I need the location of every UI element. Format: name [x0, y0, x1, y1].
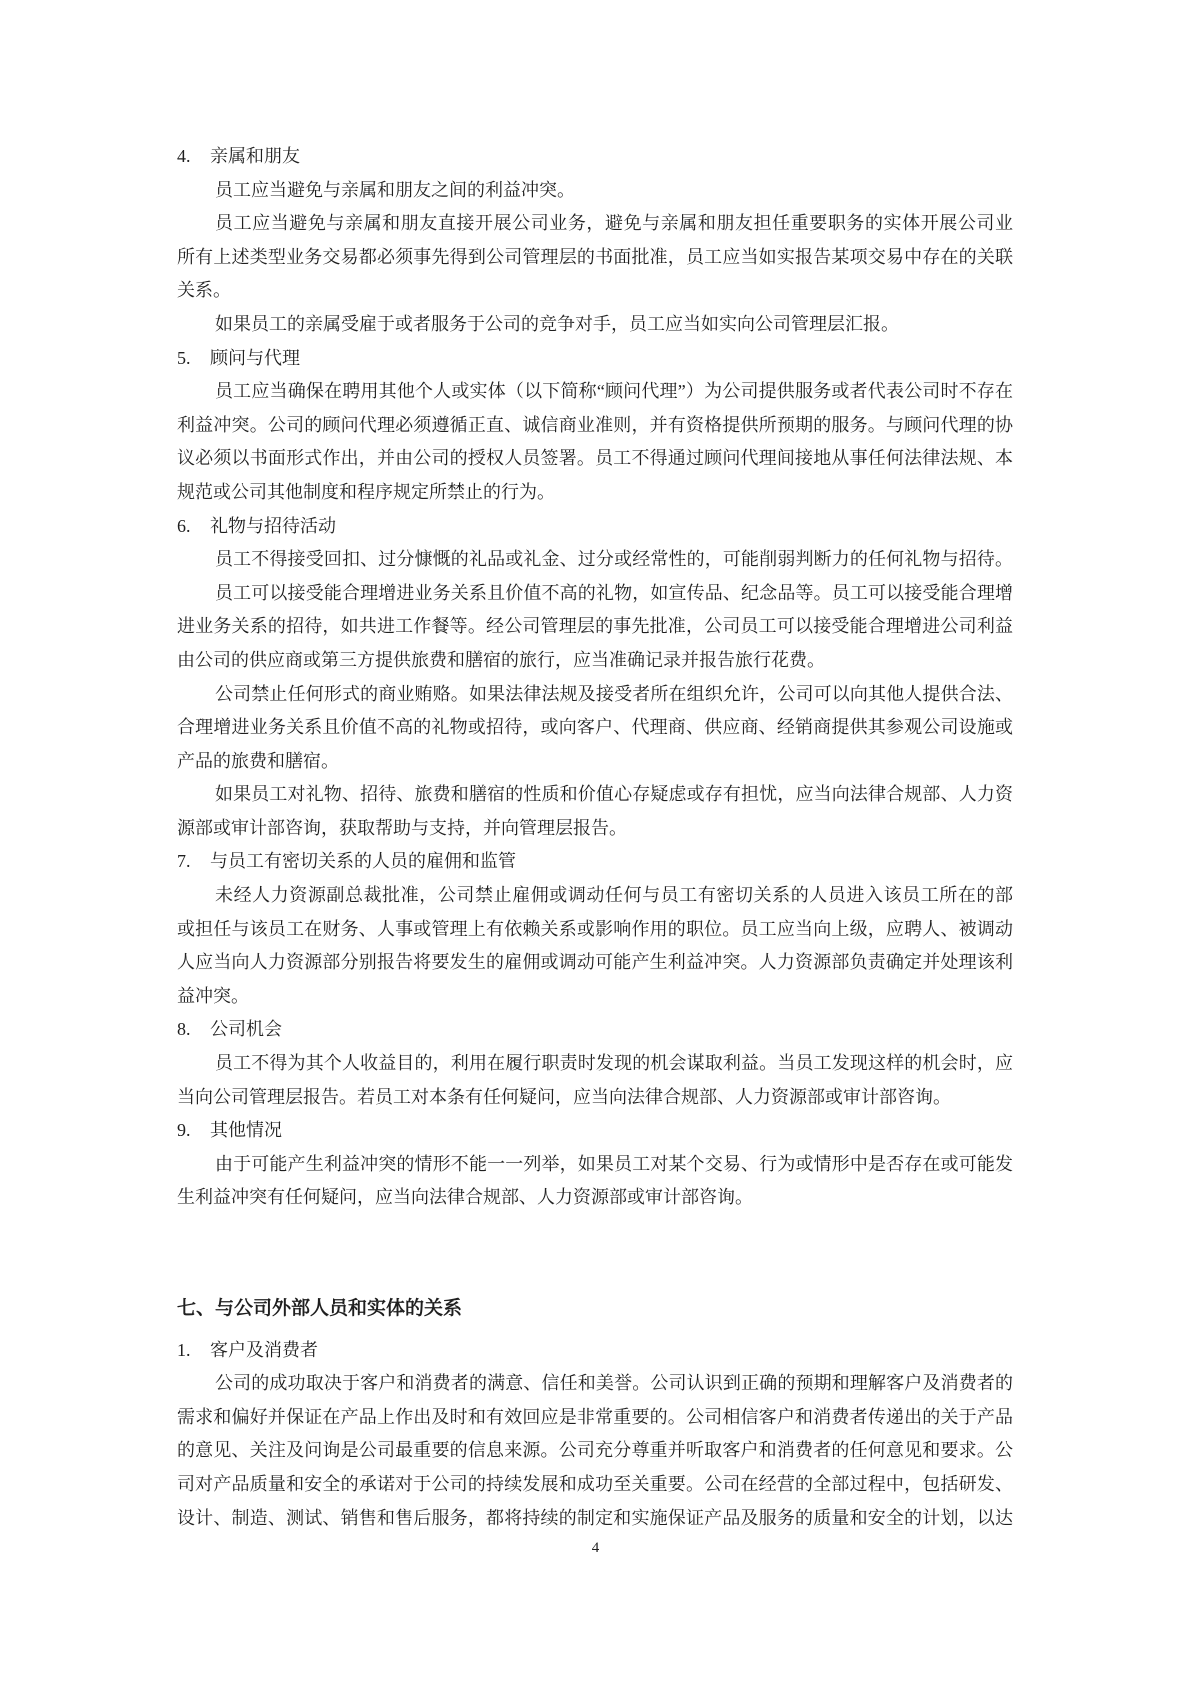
text-line: 产品的旅费和膳宿。 [177, 750, 339, 771]
list-item-heading [177, 510, 1013, 544]
text-line: 如果员工的亲属受雇于或者服务于公司的竞争对手，员工应当如实向公司管理层汇报。 [215, 313, 899, 334]
item-number: 1. [177, 1339, 191, 1360]
text-line: 议必须以书面形式作出，并由公司的授权人员签署。员工不得通过顾问代理间接地从事任何法律法规、本 [177, 448, 1013, 469]
text-line: 未经人力资源副总裁批准，公司禁止雇佣或调动任何与员工有密切关系的人员进入该员工所在的部 [215, 885, 1013, 906]
text-line: 公司的成功取决于客户和消费者的满意、信任和美誉。公司认识到正确的预期和理解客户及消费者的 [215, 1373, 1013, 1394]
text-line: 设计、制造、测试、销售和售后服务，都将持续的制定和实施保证产品及服务的质量和安全的计划，以达 [177, 1507, 1013, 1528]
list-item-heading [177, 1013, 1013, 1047]
list-item-heading [177, 845, 1013, 879]
item-title: 其他情况 [210, 1120, 282, 1141]
text-line: 当向公司管理层报告。若员工对本条有任何疑问，应当向法律合规部、人力资源部或审计部咨询。 [177, 1086, 951, 1107]
item-title: 顾问与代理 [210, 347, 300, 368]
text-line: 益冲突。 [177, 985, 249, 1006]
text-line: 人应当向人力资源部分别报告将要发生的雇佣或调动可能产生利益冲突。人力资源部负责确定并处理该利 [177, 952, 1013, 973]
document-body [177, 140, 1013, 1535]
item-title: 礼物与招待活动 [210, 515, 336, 536]
list-item-heading [177, 1114, 1013, 1148]
item-number: 6. [177, 515, 191, 536]
text-line: 源部或审计部咨询，获取帮助与支持，并向管理层报告。 [177, 817, 627, 838]
text-line: 如果员工对礼物、招待、旅费和膳宿的性质和价值心存疑虑或存有担忧，应当向法律合规部、人力资 [215, 784, 1013, 805]
item-title: 客户及消费者 [210, 1339, 318, 1360]
text-line: 需求和偏好并保证在产品上作出及时和有效回应是非常重要的。公司相信客户和消费者传递出的关于产品 [177, 1406, 1013, 1427]
text-line: 生利益冲突有任何疑问，应当向法律合规部、人力资源部或审计部咨询。 [177, 1187, 753, 1208]
section-heading: 七、与公司外部人员和实体的关系 [177, 1298, 463, 1319]
item-number: 4. [177, 146, 191, 166]
text-line: 规范或公司其他制度和程序规定所禁止的行为。 [177, 481, 555, 502]
item-number: 9. [177, 1120, 191, 1141]
text-line: 公司禁止任何形式的商业贿赂。如果法律法规及接受者所在组织允许，公司可以向其他人提供合法、 [215, 683, 1013, 704]
list-item-heading [177, 1334, 1013, 1368]
page-number: 4 [591, 1540, 600, 1556]
text-line: 员工不得接受回扣、过分慷慨的礼品或礼金、过分或经常性的，可能削弱判断力的任何礼物与招待。 [215, 549, 1013, 570]
text-line: 利益冲突。公司的顾问代理必须遵循正直、诚信商业准则，并有资格提供所预期的服务。与顾问代理的协 [177, 414, 1013, 435]
text-line: 员工应当避免与亲属和朋友直接开展公司业务，避免与亲属和朋友担任重要职务的实体开展公司业 [215, 213, 1013, 234]
item-number: 7. [177, 851, 191, 872]
text-line: 由公司的供应商或第三方提供旅费和膳宿的旅行，应当准确记录并报告旅行花费。 [177, 649, 825, 670]
text-line: 员工应当避免与亲属和朋友之间的利益冲突。 [215, 179, 575, 200]
item-number: 5. [177, 347, 191, 368]
text-line: 所有上述类型业务交易都必须事先得到公司管理层的书面批准，员工应当如实报告某项交易中存在的关联 [177, 246, 1013, 267]
list-item-heading [177, 140, 1013, 174]
text-line: 员工不得为其个人收益目的，利用在履行职责时发现的机会谋取利益。当员工发现这样的机会时，应 [215, 1053, 1013, 1074]
item-title: 亲属和朋友 [210, 146, 300, 166]
text-line: 员工应当确保在聘用其他个人或实体（以下简称“顾问代理”）为公司提供服务或者代表公司时不存在 [215, 381, 1013, 402]
list-item-heading [177, 342, 1013, 376]
text-line: 进业务关系的招待，如共进工作餐等。经公司管理层的事先批准，公司员工可以接受能合理增进公司利益 [177, 616, 1013, 637]
item-number: 8. [177, 1019, 191, 1040]
text-line: 由于可能产生利益冲突的情形不能一一列举，如果员工对某个交易、行为或情形中是否存在或可能发 [215, 1153, 1013, 1174]
text-line: 关系。 [177, 280, 231, 301]
item-title: 与员工有密切关系的人员的雇佣和监管 [210, 851, 516, 872]
text-line: 或担任与该员工在财务、人事或管理上有依赖关系或影响作用的职位。员工应当向上级，应聘人、被调动 [177, 918, 1013, 939]
text-line: 员工可以接受能合理增进业务关系且价值不高的礼物，如宣传品、纪念品等。员工可以接受能合理增 [215, 582, 1013, 603]
text-line: 的意见、关注及问询是公司最重要的信息来源。公司充分尊重并听取客户和消费者的任何意见和要求。公 [177, 1440, 1013, 1461]
text-line: 合理增进业务关系且价值不高的礼物或招待，或向客户、代理商、供应商、经销商提供其参观公司设施或 [177, 717, 1013, 738]
item-title: 公司机会 [210, 1019, 282, 1040]
text-line: 司对产品质量和安全的承诺对于公司的持续发展和成功至关重要。公司在经营的全部过程中，包括研发、 [177, 1473, 1013, 1494]
